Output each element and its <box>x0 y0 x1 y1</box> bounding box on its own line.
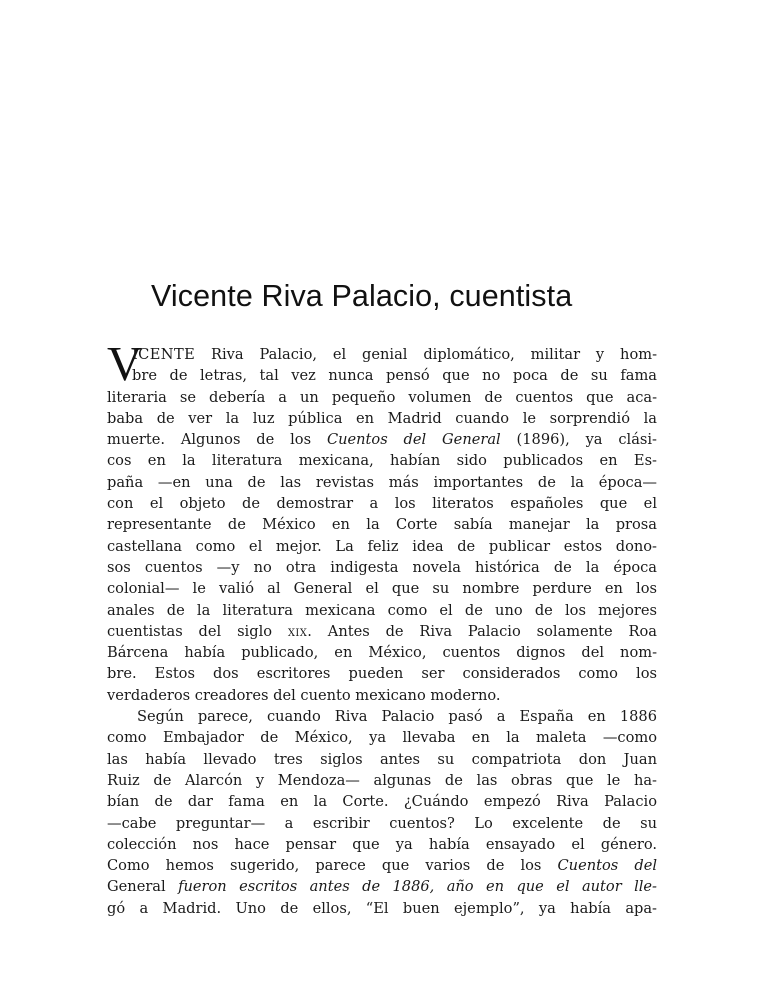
paragraph-line <box>107 557 657 578</box>
line-text: representante de México en la Corte sabía manejar la prosa <box>107 516 657 534</box>
line-text: castellana como el mejor. La feliz idea de publicar estos dono- <box>107 537 657 555</box>
paragraph-line <box>107 770 657 791</box>
line-text: bre. Estos dos escritores pueden ser considerados como los <box>107 665 657 683</box>
paragraph-line <box>107 514 657 535</box>
paragraph-line <box>107 706 657 727</box>
paragraph-line <box>107 791 657 812</box>
paragraph-line <box>107 813 657 834</box>
drop-cap: V <box>107 336 143 391</box>
line-text: bre de letras, tal vez nunca pensó que no poca de su fama <box>132 367 657 385</box>
line-text: anales de la literatura mexicana como el de uno de los mejores <box>107 601 657 619</box>
paragraph-line <box>107 876 657 897</box>
paragraph-line <box>107 727 657 748</box>
article-body <box>107 344 657 919</box>
first-word-smallcaps: ICENTE <box>132 346 196 363</box>
line-text: General <box>107 878 166 896</box>
italic-title: fueron escritos antes de 1886, año en que el autor lle- <box>165 878 657 896</box>
paragraph-line <box>107 834 657 855</box>
paragraph-line <box>107 663 657 684</box>
paragraph-line <box>107 408 657 429</box>
paragraph-line <box>107 600 657 621</box>
line-text: literaria se debería a un pequeño volumen de cuentos que aca- <box>107 388 657 406</box>
line-text: gó a Madrid. Uno de ellos, “El buen ejemplo”, ya había apa- <box>107 899 657 917</box>
first-line-text: Riva Palacio, el genial diplomático, militar y hom- <box>195 346 657 363</box>
line-text: con el objeto de demostrar a los literatos españoles que el <box>107 495 657 513</box>
paragraph-line <box>107 472 657 493</box>
paragraph-line <box>107 493 657 514</box>
paragraph-line <box>107 855 657 876</box>
line-text: cuentistas del siglo <box>107 622 288 640</box>
line-text: paña —en una de las revistas más importantes de la época— <box>107 473 657 491</box>
line-text: las había llevado tres siglos antes su compatriota don Juan <box>107 750 657 768</box>
paragraph-line <box>107 450 657 471</box>
line-text: Según parece, cuando Riva Palacio pasó a España en 1886 <box>137 708 657 726</box>
line-text: cos en la literatura mexicana, habían sido publicados en Es- <box>107 452 657 470</box>
line-text: colección nos hace pensar que ya había ensayado el género. <box>107 835 657 853</box>
line-text: baba de ver la luz pública en Madrid cuando le sorprendió la <box>107 409 657 427</box>
line-text: sos cuentos —y no otra indigesta novela histórica de la época <box>107 558 657 576</box>
line-text: colonial— le valió al General el que su nombre perdure en los <box>107 580 657 598</box>
paragraph-line <box>107 344 657 365</box>
paragraph-line <box>107 898 657 919</box>
italic-title: Cuentos del General <box>326 431 501 449</box>
line-text: como Embajador de México, ya llevaba en la maleta —como <box>107 729 657 747</box>
line-text: Como hemos sugerido, parece que varios de los <box>107 857 558 875</box>
paragraph-line <box>107 365 657 386</box>
line-text: . Antes de Riva Palacio solamente Roa <box>307 622 657 640</box>
line-text: verdaderos creadores del cuento mexicano moderno. <box>107 686 501 704</box>
roman-numeral: xix <box>287 622 308 640</box>
line-text: Bárcena había publicado, en México, cuentos dignos del nom- <box>107 644 657 662</box>
paragraph-line <box>107 536 657 557</box>
paragraph-line <box>107 685 657 706</box>
line-text: (1896), ya clási- <box>500 431 657 449</box>
paragraph-line <box>107 749 657 770</box>
line-text: Ruiz de Alarcón y Mendoza— algunas de las obras que le ha- <box>107 771 657 789</box>
line-text: muerte. Algunos de los <box>107 431 327 449</box>
line-text: —cabe preguntar— a escribir cuentos? Lo excelente de su <box>107 814 657 832</box>
line-text: bían de dar fama en la Corte. ¿Cuándo empezó Riva Palacio <box>107 793 657 811</box>
italic-title: Cuentos del <box>557 857 657 875</box>
paragraph-line <box>107 642 657 663</box>
paragraph-line <box>107 621 657 642</box>
article-title: Vicente Riva Palacio, cuentista <box>151 279 573 313</box>
paragraph-line <box>107 387 657 408</box>
paragraph-line <box>107 429 657 450</box>
paragraph-line <box>107 578 657 599</box>
